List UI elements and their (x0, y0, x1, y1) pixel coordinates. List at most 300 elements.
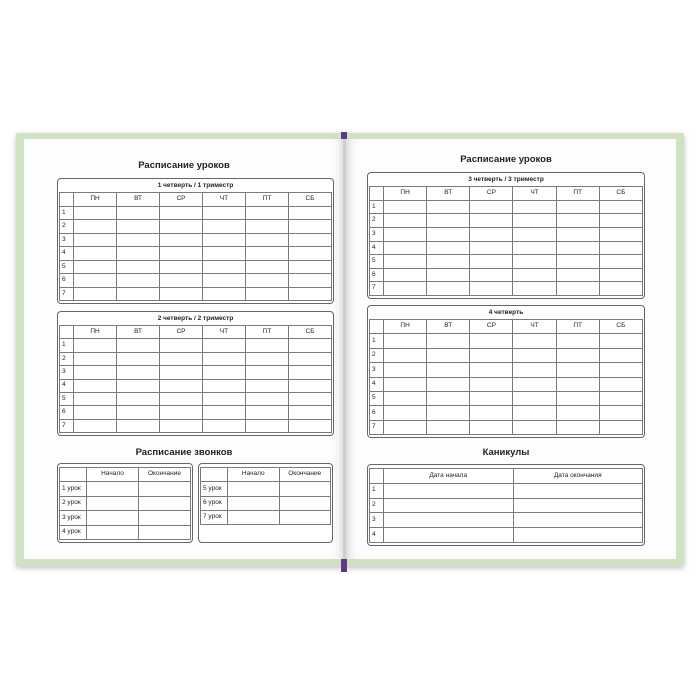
holiday-number: 1 (370, 483, 384, 498)
schedule-cell (203, 247, 246, 261)
quarter-2-caption: 2 четверть / 2 триместр (157, 315, 234, 322)
schedule-cell (470, 241, 513, 255)
schedule-cell (289, 339, 332, 352)
lesson-label: 7 урок (201, 510, 228, 524)
schedule-cell (246, 206, 289, 220)
quarter-1-table (59, 192, 332, 301)
table-row (370, 282, 643, 296)
table-row (370, 420, 643, 434)
schedule-cell (289, 260, 332, 274)
schedule-cell (384, 200, 427, 214)
table-row (201, 496, 331, 510)
table-row (60, 233, 332, 247)
quarter-4-table (369, 319, 643, 435)
table-row (60, 482, 191, 496)
lesson-number: 1 (60, 339, 74, 352)
day-header: ПН (74, 326, 117, 339)
schedule-cell (470, 214, 513, 228)
table-row (60, 352, 332, 365)
day-header: СР (470, 320, 513, 334)
schedule-cell (246, 379, 289, 392)
end-time-cell (139, 511, 191, 525)
day-header: СР (160, 326, 203, 339)
start-date-cell (384, 483, 514, 498)
schedule-cell (74, 260, 117, 274)
schedule-cell (117, 233, 160, 247)
schedule-cell (289, 274, 332, 288)
lesson-number: 4 (370, 377, 384, 391)
table-row (60, 525, 191, 539)
day-header: ПН (384, 187, 427, 201)
day-header: ПТ (556, 320, 599, 334)
schedule-cell (427, 255, 470, 269)
schedule-cell (74, 379, 117, 392)
schedule-cell (427, 282, 470, 296)
schedule-cell (203, 366, 246, 379)
schedule-quarter-4 (367, 305, 645, 438)
schedule-cell (513, 420, 556, 434)
schedule-cell (117, 352, 160, 365)
schedule-cell (289, 379, 332, 392)
schedule-cell (427, 391, 470, 405)
schedule-cell (513, 406, 556, 420)
table-row (60, 511, 191, 525)
day-header: ВТ (427, 320, 470, 334)
schedule-cell (160, 220, 203, 234)
end-time-cell (279, 510, 331, 524)
schedule-cell (599, 214, 642, 228)
bells-grid-1 (59, 467, 191, 540)
schedule-cell (556, 363, 599, 377)
schedule-cell (160, 379, 203, 392)
corner-cell (370, 320, 384, 334)
end-time-cell (279, 482, 331, 496)
schedule-cell (74, 352, 117, 365)
lesson-number: 1 (370, 334, 384, 348)
schedule-quarter-1 (57, 178, 334, 304)
schedule-cell (160, 392, 203, 405)
start-date-header: Дата начала (384, 469, 514, 484)
end-header: Окончание (279, 468, 331, 482)
schedule-cell (599, 391, 642, 405)
lesson-number: 2 (370, 348, 384, 362)
schedule-cell (513, 282, 556, 296)
days-header-row (60, 193, 332, 207)
lesson-number: 4 (370, 241, 384, 255)
quarter-1-caption: 1 четверть / 1 триместр (157, 182, 234, 189)
corner-cell (201, 468, 228, 482)
schedule-cell (556, 214, 599, 228)
schedule-cell (384, 214, 427, 228)
schedule-cell (160, 339, 203, 352)
schedule-cell (74, 220, 117, 234)
schedule-cell (513, 241, 556, 255)
schedule-cell (384, 241, 427, 255)
left-page-title: Расписание уроков (138, 160, 230, 171)
schedule-cell (427, 377, 470, 391)
corner-cell (60, 326, 74, 339)
lesson-number: 7 (370, 282, 384, 296)
schedule-cell (513, 348, 556, 362)
start-time-cell (228, 482, 280, 496)
lesson-number: 5 (60, 392, 74, 405)
schedule-cell (203, 406, 246, 419)
corner-cell (60, 468, 87, 482)
schedule-cell (160, 274, 203, 288)
table-row (60, 287, 332, 301)
schedule-cell (556, 348, 599, 362)
schedule-cell (117, 366, 160, 379)
schedule-cell (246, 392, 289, 405)
schedule-cell (384, 282, 427, 296)
schedule-cell (470, 348, 513, 362)
schedule-cell (556, 227, 599, 241)
table-row (60, 392, 332, 405)
start-time-cell (87, 496, 139, 510)
lesson-number: 2 (60, 352, 74, 365)
schedule-cell (160, 206, 203, 220)
lesson-number: 2 (370, 214, 384, 228)
schedule-cell (160, 233, 203, 247)
schedule-quarter-2 (57, 311, 334, 436)
lesson-label: 6 урок (201, 496, 228, 510)
schedule-cell (160, 366, 203, 379)
schedule-cell (513, 227, 556, 241)
schedule-cell (384, 268, 427, 282)
schedule-cell (160, 247, 203, 261)
table-row (60, 419, 332, 432)
lesson-number: 4 (60, 247, 74, 261)
holiday-number: 4 (370, 528, 384, 543)
lesson-label: 5 урок (201, 482, 228, 496)
quarter-2-table (59, 325, 332, 433)
schedule-cell (289, 392, 332, 405)
end-time-cell (139, 525, 191, 539)
schedule-cell (556, 377, 599, 391)
schedule-cell (74, 392, 117, 405)
table-row (60, 366, 332, 379)
lesson-label: 2 урок (60, 496, 87, 510)
lesson-number: 7 (60, 287, 74, 301)
schedule-cell (599, 227, 642, 241)
schedule-cell (246, 352, 289, 365)
end-date-cell (513, 483, 643, 498)
lesson-label: 1 урок (60, 482, 87, 496)
schedule-cell (427, 363, 470, 377)
schedule-cell (246, 233, 289, 247)
start-header: Начало (87, 468, 139, 482)
schedule-cell (289, 366, 332, 379)
table-row (60, 406, 332, 419)
schedule-cell (470, 391, 513, 405)
lesson-number: 3 (60, 366, 74, 379)
schedule-cell (74, 233, 117, 247)
schedule-cell (203, 220, 246, 234)
schedule-cell (427, 241, 470, 255)
schedule-cell (74, 366, 117, 379)
schedule-cell (246, 260, 289, 274)
schedule-cell (470, 227, 513, 241)
day-header: ЧТ (513, 320, 556, 334)
table-row (201, 510, 331, 524)
bells-table-2 (198, 463, 333, 543)
schedule-cell (74, 206, 117, 220)
right-page (346, 139, 676, 559)
day-header: СР (160, 193, 203, 207)
holiday-number: 2 (370, 498, 384, 513)
day-header: ПТ (556, 187, 599, 201)
schedule-cell (427, 420, 470, 434)
schedule-cell (117, 406, 160, 419)
schedule-cell (117, 247, 160, 261)
schedule-cell (289, 247, 332, 261)
holidays-box (367, 464, 645, 546)
start-date-cell (384, 528, 514, 543)
schedule-cell (246, 339, 289, 352)
end-date-cell (513, 513, 643, 528)
lesson-number: 3 (370, 363, 384, 377)
table-row (370, 200, 643, 214)
end-time-cell (279, 496, 331, 510)
schedule-cell (599, 334, 642, 348)
schedule-cell (117, 379, 160, 392)
start-time-cell (228, 510, 280, 524)
schedule-cell (289, 287, 332, 301)
schedule-cell (203, 287, 246, 301)
day-header: ЧТ (203, 326, 246, 339)
day-header: ВТ (117, 326, 160, 339)
end-time-cell (139, 482, 191, 496)
schedule-cell (384, 406, 427, 420)
schedule-cell (384, 420, 427, 434)
table-row (370, 227, 643, 241)
day-header: СБ (289, 326, 332, 339)
schedule-cell (117, 392, 160, 405)
book-spine (343, 139, 346, 559)
start-time-cell (87, 482, 139, 496)
day-header: ЧТ (513, 187, 556, 201)
table-row (370, 268, 643, 282)
lesson-number: 3 (370, 227, 384, 241)
day-header: ВТ (117, 193, 160, 207)
schedule-cell (160, 287, 203, 301)
bells-title: Расписание звонков (135, 447, 233, 458)
schedule-cell (470, 268, 513, 282)
schedule-cell (289, 419, 332, 432)
table-row (60, 260, 332, 274)
table-row (370, 498, 643, 513)
end-date-cell (513, 528, 643, 543)
lesson-number: 6 (60, 406, 74, 419)
lesson-number: 5 (60, 260, 74, 274)
schedule-cell (599, 268, 642, 282)
table-row (370, 241, 643, 255)
lesson-number: 7 (60, 419, 74, 432)
bells-header-row (201, 468, 331, 482)
table-row (60, 496, 191, 510)
days-header-row (370, 320, 643, 334)
lesson-number: 6 (60, 274, 74, 288)
bells-grid-2 (200, 467, 331, 525)
quarter-3-table (369, 186, 643, 296)
schedule-cell (599, 406, 642, 420)
corner-cell (370, 469, 384, 484)
schedule-cell (117, 206, 160, 220)
schedule-cell (117, 287, 160, 301)
schedule-cell (556, 391, 599, 405)
table-row (370, 377, 643, 391)
end-header: Окончание (139, 468, 191, 482)
schedule-cell (556, 334, 599, 348)
end-date-cell (513, 498, 643, 513)
schedule-cell (74, 274, 117, 288)
quarter-4-caption: 4 четверть (488, 309, 524, 316)
table-row (370, 391, 643, 405)
schedule-cell (384, 334, 427, 348)
schedule-cell (74, 406, 117, 419)
quarter-3-caption: 3 четверть / 3 триместр (468, 176, 544, 183)
days-header-row (370, 187, 643, 201)
table-row (60, 379, 332, 392)
schedule-cell (470, 200, 513, 214)
left-page (24, 139, 344, 559)
lesson-number: 5 (370, 391, 384, 405)
schedule-cell (246, 220, 289, 234)
schedule-cell (513, 377, 556, 391)
schedule-cell (599, 255, 642, 269)
day-header: ПН (384, 320, 427, 334)
schedule-cell (384, 348, 427, 362)
schedule-cell (599, 420, 642, 434)
start-time-cell (87, 511, 139, 525)
schedule-cell (117, 339, 160, 352)
table-row (60, 247, 332, 261)
table-row (370, 513, 643, 528)
start-date-cell (384, 513, 514, 528)
schedule-cell (246, 419, 289, 432)
schedule-cell (556, 406, 599, 420)
schedule-cell (384, 391, 427, 405)
schedule-cell (246, 406, 289, 419)
table-row (370, 406, 643, 420)
table-row (370, 528, 643, 543)
day-header: СР (470, 187, 513, 201)
schedule-cell (427, 214, 470, 228)
schedule-cell (513, 363, 556, 377)
lesson-number: 3 (60, 233, 74, 247)
right-page-title: Расписание уроков (460, 154, 552, 165)
lesson-number: 1 (60, 206, 74, 220)
lesson-label: 4 урок (60, 525, 87, 539)
schedule-cell (556, 282, 599, 296)
lesson-number: 2 (60, 220, 74, 234)
schedule-cell (384, 377, 427, 391)
schedule-cell (117, 260, 160, 274)
bells-table-1 (57, 463, 193, 543)
day-header: СБ (289, 193, 332, 207)
schedule-cell (556, 200, 599, 214)
table-row (370, 348, 643, 362)
schedule-cell (470, 334, 513, 348)
schedule-cell (117, 419, 160, 432)
schedule-cell (470, 363, 513, 377)
lesson-number: 7 (370, 420, 384, 434)
schedule-cell (160, 260, 203, 274)
schedule-cell (384, 255, 427, 269)
schedule-cell (203, 339, 246, 352)
schedule-cell (117, 220, 160, 234)
start-date-cell (384, 498, 514, 513)
schedule-cell (384, 227, 427, 241)
schedule-cell (289, 206, 332, 220)
schedule-cell (203, 260, 246, 274)
schedule-cell (470, 255, 513, 269)
schedule-cell (160, 419, 203, 432)
table-row (60, 220, 332, 234)
schedule-cell (160, 406, 203, 419)
schedule-cell (203, 274, 246, 288)
lesson-number: 6 (370, 406, 384, 420)
day-header: ВТ (427, 187, 470, 201)
schedule-cell (599, 200, 642, 214)
table-row (60, 274, 332, 288)
schedule-cell (427, 334, 470, 348)
schedule-cell (513, 214, 556, 228)
schedule-cell (203, 379, 246, 392)
schedule-cell (599, 241, 642, 255)
holiday-number: 3 (370, 513, 384, 528)
schedule-cell (470, 406, 513, 420)
schedule-cell (470, 282, 513, 296)
schedule-cell (556, 420, 599, 434)
schedule-cell (513, 200, 556, 214)
schedule-quarter-3 (367, 172, 645, 299)
day-header: ПТ (246, 326, 289, 339)
schedule-cell (289, 233, 332, 247)
schedule-cell (74, 247, 117, 261)
schedule-cell (513, 255, 556, 269)
schedule-cell (470, 377, 513, 391)
schedule-cell (74, 419, 117, 432)
table-row (370, 255, 643, 269)
bells-header-row (60, 468, 191, 482)
schedule-cell (246, 366, 289, 379)
schedule-cell (470, 420, 513, 434)
holidays-header-row (370, 469, 643, 484)
days-header-row (60, 326, 332, 339)
end-date-header: Дата окончания (513, 469, 643, 484)
schedule-cell (74, 339, 117, 352)
schedule-cell (289, 406, 332, 419)
schedule-cell (556, 255, 599, 269)
day-header: ПТ (246, 193, 289, 207)
corner-cell (370, 187, 384, 201)
schedule-cell (384, 363, 427, 377)
schedule-cell (599, 363, 642, 377)
start-time-cell (87, 525, 139, 539)
holidays-table (369, 468, 643, 543)
lesson-number: 6 (370, 268, 384, 282)
start-header: Начало (228, 468, 280, 482)
table-row (60, 339, 332, 352)
table-row (370, 334, 643, 348)
start-time-cell (228, 496, 280, 510)
lesson-label: 3 урок (60, 511, 87, 525)
schedule-cell (427, 227, 470, 241)
lesson-number: 1 (370, 200, 384, 214)
schedule-cell (117, 274, 160, 288)
lesson-number: 5 (370, 255, 384, 269)
